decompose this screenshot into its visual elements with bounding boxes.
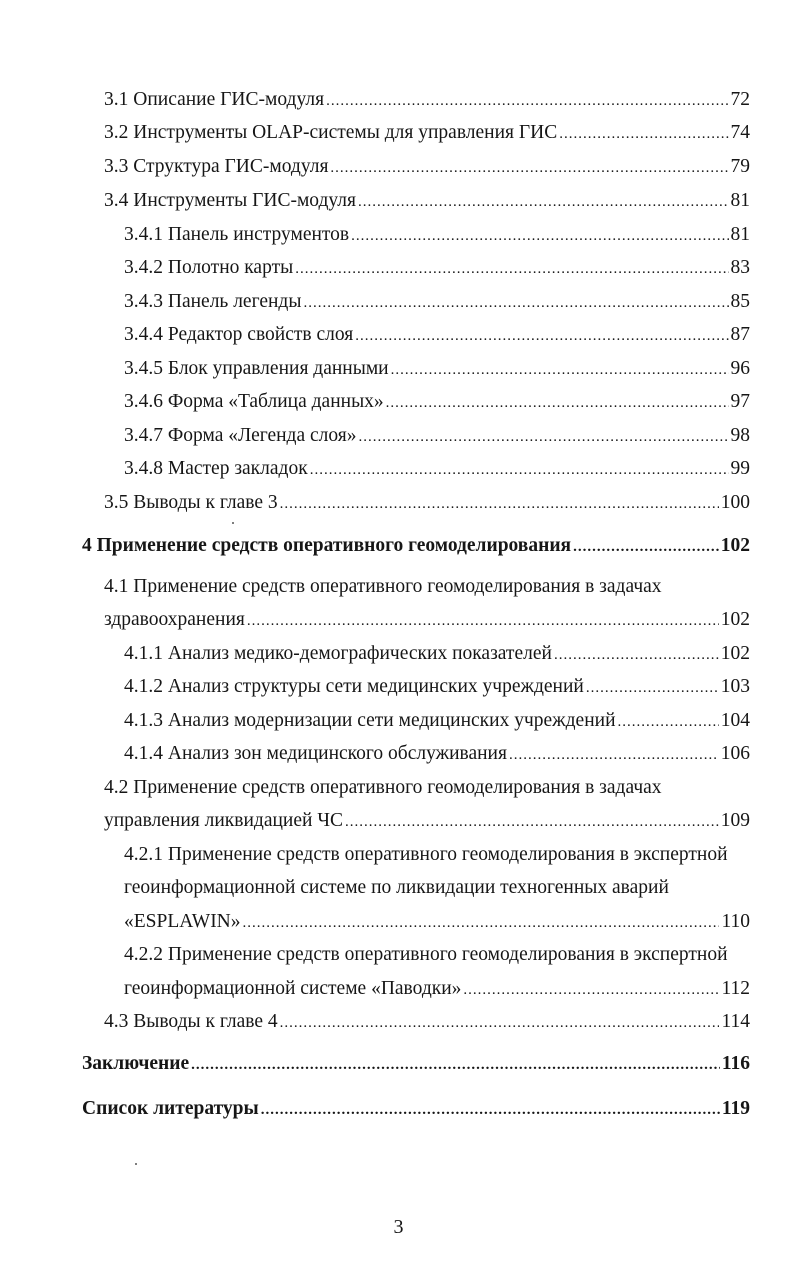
dot-leader xyxy=(330,155,728,181)
toc-entry-4-2[interactable] xyxy=(104,808,750,835)
dot-leader xyxy=(345,809,719,835)
toc-entry-label: 4.1.4 Анализ зон медицинского обслуживания xyxy=(124,743,507,764)
toc-entry-label: 4.1.2 Анализ структуры сети медицинских учреждений xyxy=(124,676,584,697)
toc-entry-page: 81 xyxy=(730,224,750,245)
toc-entry-label: 3.3 Структура ГИС-модуля xyxy=(104,156,329,177)
toc-entry-3-4-5[interactable] xyxy=(124,356,750,383)
toc-entry-label: Заключение xyxy=(82,1053,190,1074)
dot-leader xyxy=(554,642,719,668)
dot-leader xyxy=(391,357,729,383)
dot-leader xyxy=(295,256,728,282)
dot-leader xyxy=(326,88,728,114)
toc-entry-label: Список литературы xyxy=(82,1098,259,1119)
toc-entry-page: 106 xyxy=(720,743,750,764)
toc-entry-page: 99 xyxy=(730,458,750,479)
toc-entry-page: 98 xyxy=(730,425,750,446)
toc-entry-3-4-2[interactable] xyxy=(124,255,750,282)
toc-entry-4-2-1-line2[interactable]: геоинформационной системе по ликвидации техногенных аварий xyxy=(124,877,669,898)
toc-entry-4-1-3[interactable] xyxy=(124,708,750,735)
toc-entry-page: 102 xyxy=(720,609,750,630)
toc-entry-label: 3.4.8 Мастер закладок xyxy=(124,458,308,479)
toc-entry-label: геоинформационной системе «Паводки» xyxy=(124,978,462,999)
dot-leader xyxy=(463,977,719,1003)
toc-entry-label: 4 Применение средств оперативного геомоделирования xyxy=(82,535,572,556)
toc-entry-4-1-2[interactable] xyxy=(124,674,750,701)
toc-entry-4-2-line1[interactable]: 4.2 Применение средств оперативного геомоделирования в задачах xyxy=(104,777,662,798)
scan-speck xyxy=(232,522,234,524)
dot-leader xyxy=(351,223,728,249)
dot-leader xyxy=(573,534,719,560)
toc-entry-label: 3.4.1 Панель инструментов xyxy=(124,224,350,245)
dot-leader xyxy=(280,1010,720,1036)
toc-entry-label: 3.2 Инструменты OLAP-системы для управления ГИС xyxy=(104,122,558,143)
toc-entry-label: управления ликвидацией ЧС xyxy=(104,810,344,831)
toc-entry-references[interactable] xyxy=(82,1096,750,1123)
toc-entry-page: 102 xyxy=(720,535,750,556)
toc-entry-page: 112 xyxy=(721,978,750,999)
toc-entry-3-4-3[interactable] xyxy=(124,289,750,316)
toc-entry-label: 3.4.5 Блок управления данными xyxy=(124,358,389,379)
dot-leader xyxy=(191,1052,720,1078)
toc-entry-page: 119 xyxy=(721,1098,750,1119)
toc-entry-3-1[interactable] xyxy=(104,87,750,114)
dot-leader xyxy=(280,491,719,517)
toc-entry-page: 72 xyxy=(730,89,750,110)
dot-leader xyxy=(303,290,728,316)
toc-entry-page: 102 xyxy=(720,643,750,664)
toc-entry-page: 100 xyxy=(720,492,750,513)
toc-entry-label: здравоохранения xyxy=(104,609,245,630)
toc-entry-3-4[interactable] xyxy=(104,188,750,215)
toc-entry-label: «ESPLAWIN» xyxy=(124,911,241,932)
dot-leader xyxy=(310,457,729,483)
dot-leader xyxy=(509,742,719,768)
toc-entry-label: 3.4.7 Форма «Легенда слоя» xyxy=(124,425,357,446)
toc-entry-label: 4.1.3 Анализ модернизации сети медицинских учреждений xyxy=(124,710,616,731)
toc-entry-3-4-4[interactable] xyxy=(124,322,750,349)
toc-entry-label: 4.3 Выводы к главе 4 xyxy=(104,1011,278,1032)
toc-entry-page: 104 xyxy=(720,710,750,731)
toc-entry-label: 3.1 Описание ГИС-модуля xyxy=(104,89,325,110)
toc-entry-page: 97 xyxy=(730,391,750,412)
dot-leader xyxy=(355,323,728,349)
dot-leader xyxy=(618,709,719,735)
toc-entry-4-2-1[interactable] xyxy=(124,909,750,936)
toc-entry-3-2[interactable] xyxy=(104,120,750,147)
dot-leader xyxy=(247,608,719,634)
toc-entry-3-4-7[interactable] xyxy=(124,423,750,450)
toc-entry-page: 79 xyxy=(730,156,750,177)
toc-entry-4-1-line1[interactable]: 4.1 Применение средств оперативного геомоделирования в задачах xyxy=(104,576,662,597)
toc-entry-4-1-1[interactable] xyxy=(124,641,750,668)
toc-entry-page: 87 xyxy=(730,324,750,345)
toc-entry-3-3[interactable] xyxy=(104,154,750,181)
toc-entry-3-4-1[interactable] xyxy=(124,222,750,249)
toc-entry-label: 4.1.1 Анализ медико-демографических показателей xyxy=(124,643,552,664)
toc-entry-label: 3.4.4 Редактор свойств слоя xyxy=(124,324,354,345)
dot-leader xyxy=(386,390,729,416)
toc-entry-conclusion[interactable] xyxy=(82,1051,750,1078)
toc-entry-page: 116 xyxy=(721,1053,750,1074)
toc-entry-4-2-2[interactable] xyxy=(124,976,750,1003)
toc-entry-4-2-2-line1[interactable]: 4.2.2 Применение средств оперативного геомоделирования в экспертной xyxy=(124,944,728,965)
toc-entry-4-3[interactable] xyxy=(104,1009,750,1036)
toc-entry-3-4-8[interactable] xyxy=(124,456,750,483)
toc-entry-page: 74 xyxy=(730,122,750,143)
toc-entry-4-1[interactable] xyxy=(104,607,750,634)
toc-entry-page: 96 xyxy=(730,358,750,379)
toc-entry-3-4-6[interactable] xyxy=(124,389,750,416)
dot-leader xyxy=(586,675,719,701)
toc-entry-4-1-4[interactable] xyxy=(124,741,750,768)
toc-entry-chapter-4[interactable] xyxy=(82,533,750,560)
toc-entry-page: 85 xyxy=(730,291,750,312)
toc-entry-page: 114 xyxy=(721,1011,750,1032)
toc-entry-4-2-1-line1[interactable]: 4.2.1 Применение средств оперативного геомоделирования в экспертной xyxy=(124,844,728,865)
dot-leader xyxy=(261,1097,720,1123)
toc-entry-page: 83 xyxy=(730,257,750,278)
toc-entry-page: 81 xyxy=(730,190,750,211)
dot-leader xyxy=(359,424,729,450)
toc-entry-page: 110 xyxy=(721,911,750,932)
toc-entry-label: 3.4.3 Панель легенды xyxy=(124,291,302,312)
toc-entry-label: 3.4 Инструменты ГИС-модуля xyxy=(104,190,356,211)
page-number: 3 xyxy=(393,1216,404,1238)
toc-entry-page: 103 xyxy=(720,676,750,697)
scan-speck xyxy=(135,1163,137,1165)
toc-entry-label: 3.5 Выводы к главе 3 xyxy=(104,492,278,513)
toc-entry-page: 109 xyxy=(720,810,750,831)
dot-leader xyxy=(358,189,729,215)
toc-entry-label: 3.4.6 Форма «Таблица данных» xyxy=(124,391,384,412)
dot-leader xyxy=(559,121,728,147)
toc-entry-3-5[interactable] xyxy=(104,490,750,517)
toc-entry-label: 3.4.2 Полотно карты xyxy=(124,257,294,278)
dot-leader xyxy=(243,910,720,936)
